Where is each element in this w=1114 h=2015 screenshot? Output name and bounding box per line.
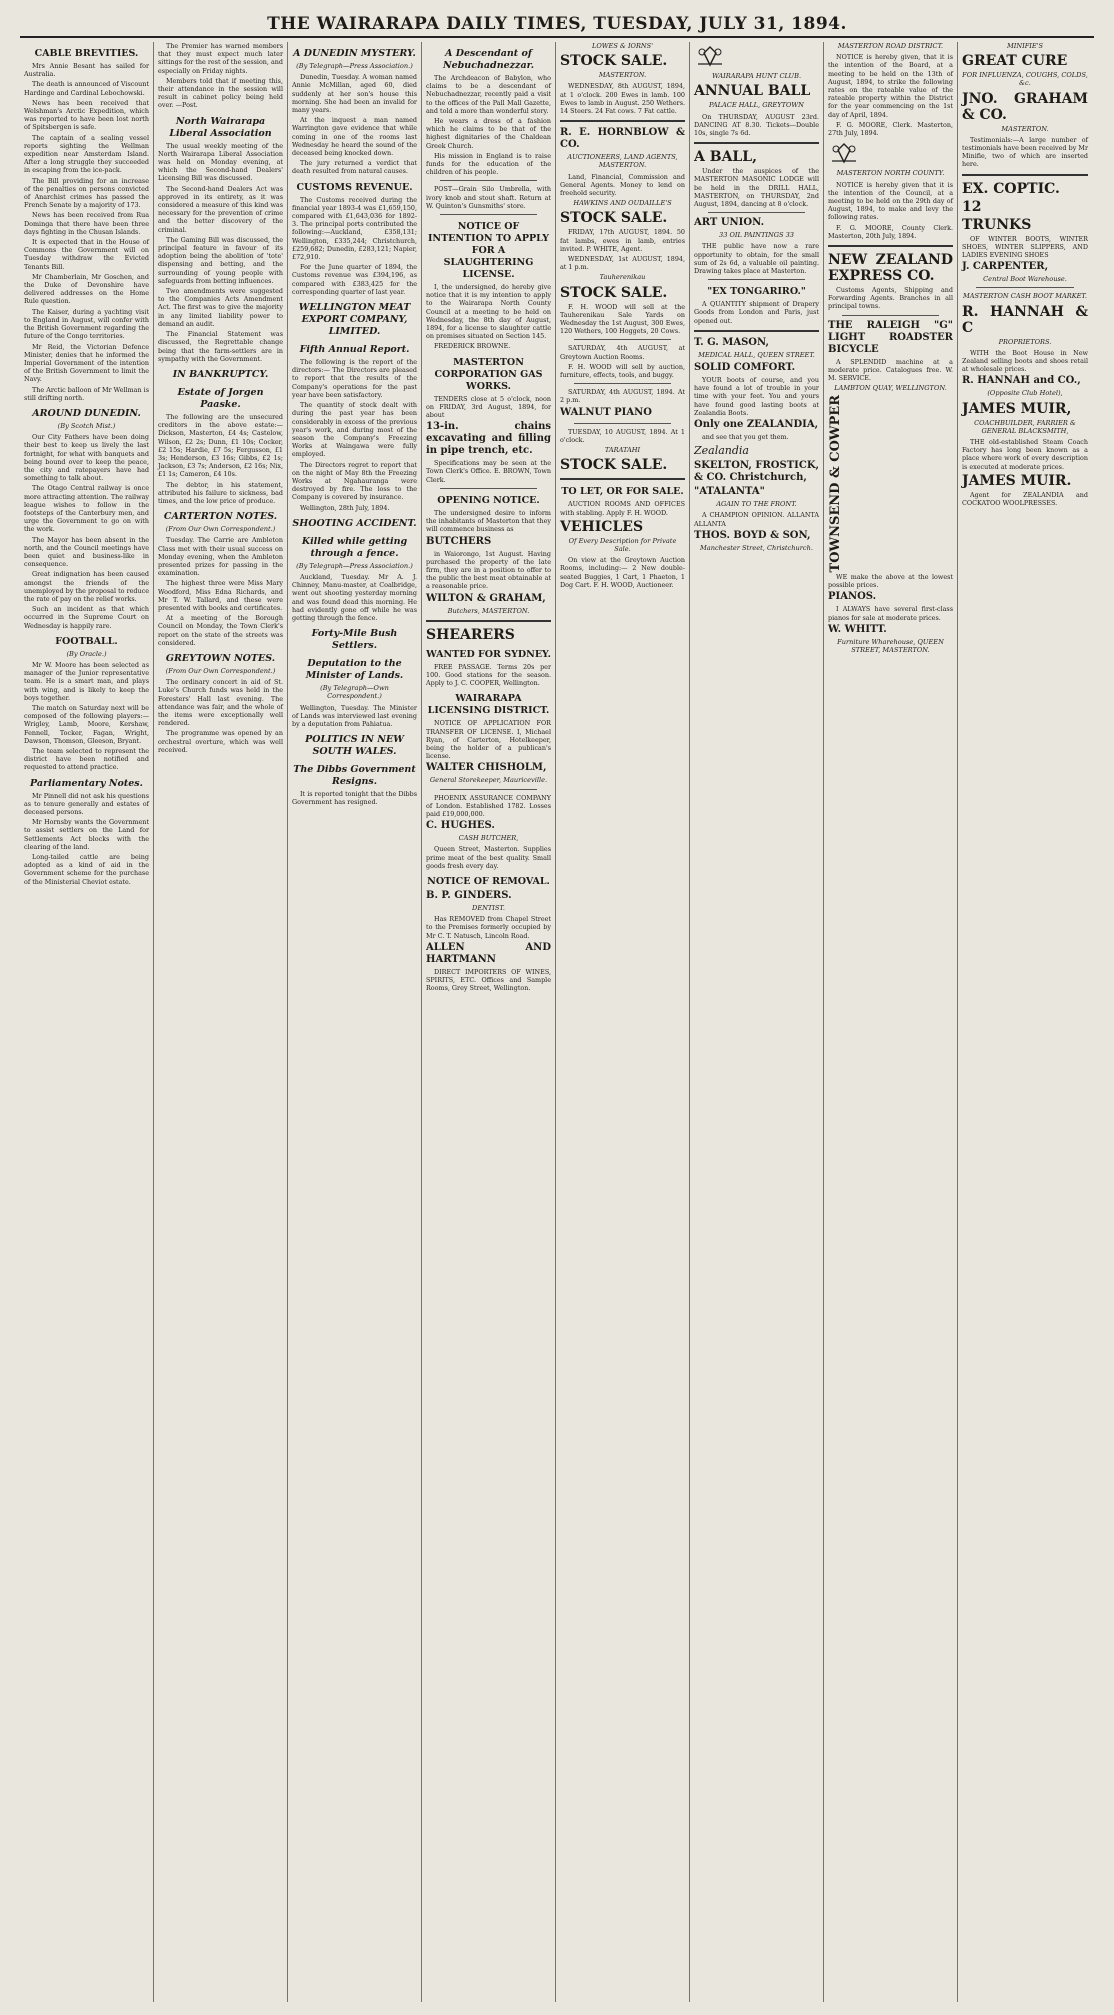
column-5 (556, 42, 690, 2002)
advert-title: NEW ZEALAND EXPRESS CO. (828, 252, 953, 285)
column-heading: POLITICS IN NEW SOUTH WALES. (305, 734, 404, 758)
advert-line: BUTCHERS (426, 535, 492, 547)
paragraph: The ordinary concert in aid of St. Luke's Church funds was held in the Foresters' Hall last evening. The attendance was fair, and the whole of the items were exceptionally well rendered. (158, 678, 283, 728)
column-heading: Fifth Annual Report. (299, 344, 410, 356)
paragraph: TUESDAY, 10 AUGUST, 1894. At 1 o'clock. (560, 427, 685, 444)
column-2 (154, 42, 288, 2002)
paragraph: Two amendments were suggested to the Companies Acts Amendment Act. The first was to give the majority in any limited liability power to demand an audit. (158, 287, 283, 328)
column-heading: OPENING NOTICE. (437, 494, 540, 506)
column-heading: Killed while getting through a fence. (301, 535, 408, 559)
advert-title: R. HANNAH & C (962, 303, 1088, 336)
divider (574, 423, 671, 424)
advert-title: VEHICLES (560, 518, 644, 535)
paragraph: I ALWAYS have several first-class pianos for sale at moderate prices. (828, 605, 953, 622)
advert-line: SOLID COMFORT. (694, 362, 796, 374)
paragraph: Long-tailed cattle are being adopted as a kind of aid in the Government scheme for the purchase of the Ministerial Cheviot estate. (24, 853, 149, 886)
paragraph: and see that you get them. (702, 433, 789, 442)
column-heading: Forty-Mile Bush Settlers. (311, 628, 398, 652)
paragraph: DIRECT IMPORTERS OF WINES, SPIRITS, ETC. Offices and Sample Rooms, Grey Street, Wellington. (426, 967, 551, 993)
paragraph: The following is the report of the directors:— The Directors are pleased to report that the results of the Company's operations for the past year have been satisfactory. (292, 358, 417, 399)
masthead-rule (20, 36, 1094, 38)
divider (440, 180, 537, 181)
column-heading: Estate of Jorgen Paaske. (177, 386, 264, 410)
paragraph: Such an incident as that which occurred in the Supreme Court on Wednesday is happily rare. (24, 605, 149, 630)
paragraph: The death is announced of Viscount Hardinge and Cardinal Lebochowski. (24, 80, 149, 97)
advert-line: J. CARPENTER, (962, 261, 1049, 273)
divider (828, 245, 953, 247)
paragraph: On view at the Greytown Auction Rooms, including:— 2 New double-seated Buggies, 1 Cart, 1 Phaeton, 1 Dog Cart. F. H. WOOD, Auctioneer. (560, 556, 685, 589)
paragraph: Customs Agents, Shipping and Forwarding Agents. Branches in all principal towns. (828, 286, 953, 311)
paragraph: I, the undersigned, do hereby give notice that it is my intention to apply to the Wairarapa North County Council at a meeting to be held on Wednesday, the 8th day of August, 1894, for a license to slaughter cattle on premises situated on Section 145. (426, 283, 551, 341)
subheading: Of Every Description for Private Sale. (568, 536, 677, 553)
subheading: MINIFIE'S (1006, 42, 1044, 50)
subheading: DENTIST. (472, 903, 505, 912)
subheading: (By Scotch Mist.) (57, 421, 116, 430)
advert-line: R. E. HORNBLOW & CO. (560, 127, 685, 151)
paragraph: Mr Pinnell did not ask his questions as to tenure generally and estates of deceased persons. (24, 791, 149, 817)
paragraph: The Directors regret to report that on the night of May 8th the Freezing Works at Ngahauranga were destroyed by fire. The loss to the Company is covered by insurance. (292, 460, 417, 502)
advert-title: JNO. GRAHAM & CO. (962, 90, 1088, 123)
divider (708, 212, 805, 213)
paragraph: The Otago Central railway is once more attracting attention. The railway league wishes to follow in the footsteps of the Canterbury men, and urge the Government to go on with the work. (24, 484, 149, 534)
advert-title: 12 (962, 198, 982, 215)
paragraph: Wellington, 28th July, 1894. (300, 503, 390, 512)
paragraph: Mr W. Moore has been selected as manager of the Junior representative team. He is a smart man, and plays with wing, and is likely to keep the boys together. (24, 661, 149, 702)
subheading: General Storekeeper, Mauriceville. (429, 776, 548, 785)
advert-title: STOCK SALE. (560, 457, 668, 474)
advert-title: STOCK SALE. (560, 210, 668, 227)
paragraph: F. G. MOORE, County Clerk. Masterton, 20th July, 1894. (828, 223, 953, 240)
advert-line: WALTER CHISHOLM, (426, 762, 547, 774)
column-heading: CARTERTON NOTES. (163, 511, 278, 523)
advert-title: ANNUAL BALL (694, 83, 811, 100)
subheading: PROPRIETORS. (998, 337, 1052, 346)
paragraph: At the inquest a man named Warrington gave evidence that while coming in one of the rooms last Wednesday he heard the sound of the deceased being knocked down. (292, 116, 417, 158)
paragraph: SATURDAY, 4th AUGUST, 1894. At 2 p.m. (560, 388, 685, 405)
advert-title: EX. COPTIC. (962, 180, 1060, 197)
column-6 (690, 42, 824, 2002)
advert-line: R. HANNAH and CO., (962, 375, 1081, 387)
paragraph: FRIDAY, 17th AUGUST, 1894. 50 fat lambs, ewes in lamb, entries invited. P. WHITE, Agent. (560, 228, 685, 253)
paragraph: Great indignation has been caused amongst the friends of the unemployed by the proposal to reduce the rate of pay on the relief works. (24, 570, 149, 603)
paragraph: The highest three were Miss Mary Woodford, Miss Edna Richards, and Mr T. W. Tallard, and these were presented with books and certificates. (158, 579, 283, 612)
column-heading: CABLE BREVITIES. (34, 48, 139, 59)
paragraph: Under the auspices of the MASTERTON MASONIC LODGE will be held in the DRILL HALL, MASTERTON, on THURSDAY, 2nd August, 1894, dancing at 8 o'clock. (694, 167, 819, 209)
paragraph: OF WINTER BOOTS, WINTER SHOES, WINTER SLIPPERS, AND LADIES EVENING SHOES (962, 234, 1088, 260)
paragraph: NOTICE is hereby given, that it is the intention of the Board, at a meeting to be held on the 13th of August, 1894, to strike the following rates on the rateable value of the rateable property within the District for the year commencing on the 1st day of April, 1894. (828, 53, 953, 119)
divider (440, 488, 537, 489)
paragraph: Has REMOVED from Chapel Street to the Premises formerly occupied by Mr C. T. Natusch, Lincoln Road. (426, 915, 551, 940)
divider (962, 174, 1088, 176)
subheading: MASTERTON. (598, 71, 647, 80)
divider (574, 383, 671, 384)
advert-line: WILTON & GRAHAM, (426, 592, 546, 604)
paragraph: The Kaiser, during a yachting visit to England in August, will confer with the British Government regarding the future of the Congo territories. (24, 307, 149, 341)
paragraph: The Premier has warned members that they must expect much later sittings for the rest of the session, and especially on Friday nights. (158, 42, 283, 75)
advert-title: TRUNKS (962, 216, 1032, 233)
column-heading: Deputation to the Minister of Lands. (305, 658, 404, 682)
paragraph: The Bill providing for an increase of the penalties on persons convicted of Anarchist crimes has passed the French Senate by a majority of 173. (24, 176, 149, 210)
subheading: MASTERTON. (1001, 124, 1049, 133)
paragraph: Testimonials:—A large number of testimonials have been received by Mr Minifie, two of which are inserted here. (962, 135, 1088, 169)
paragraph: The Mayor has been absent in the north, and the Council meetings have been quiet and business-like in consequence. (24, 535, 149, 569)
paragraph: Auckland, Tuesday. Mr A. J. Chinney, Manu-master, at Coalbridge, went out shooting yesterday morning and was found dead this morning. He had evidently gone off while he was getting through the fence. (292, 572, 417, 622)
paragraph: WITH the Boot House in New Zealand selling boots and shoes retail at wholesale prices. (962, 348, 1088, 374)
divider (426, 620, 551, 622)
column-heading: IN BANKRUPTCY. (172, 368, 269, 380)
paragraph: A CHAMPION OPINION. ALLANTA ALLANTA (694, 511, 819, 528)
column-heading: WELLINGTON MEAT EXPORT COMPANY, LIMITED. (298, 302, 411, 338)
advert-line: PIANOS. (828, 591, 877, 603)
paragraph: He wears a dress of a fashion which he claims to be that of the highest dignitaries of the Chaldean Greek Church. (426, 117, 551, 150)
paragraph: FREE PASSAGE. Terms 20s per 100. Good stations for the season. Apply to J. C. COOPER, Wellington. (426, 662, 551, 688)
paragraph: The match on Saturday next will be composed of the following players:—Wrigley, Lamb, Moore, Kershaw, Fennell, Tocker, Fagan, Wright, Dawson, Thomson, Gleeson, Bryant. (24, 704, 149, 745)
subheading: (From Our Own Correspondent.) (165, 666, 276, 675)
divider (440, 214, 537, 215)
subheading: (By Telegraph—Own Correspondent.) (320, 684, 389, 701)
advert-title: STOCK SALE. (560, 53, 668, 70)
paragraph: SATURDAY, 4th AUGUST, at Greytown Auction Rooms. (560, 344, 685, 361)
paragraph: The debtor, in his statement, attributed his failure to sickness, bad times, and the low price of produce. (158, 480, 283, 505)
paragraph: The quantity of stock dealt with during the past year has been considerably in excess of the previous year's work, and during most of the season the Company's Freezing Works at Waingawa were fully employed. (292, 401, 417, 459)
subheading: Furniture Wharehouse, QUEEN STREET, MASTERTON. (837, 637, 944, 654)
paragraph: For the June quarter of 1894, the Customs revenue was £394,196, as compared with £383,425 for the corresponding quarter of last year. (292, 263, 417, 296)
subheading: PALACE HALL, GREYTOWN (709, 101, 804, 110)
paragraph: The usual weekly meeting of the North Wairarapa Liberal Association was held on Monday evening, at which the Second-hand Dealers' Licensing Bill was discussed. (158, 141, 283, 183)
paragraph: A QUANTITY shipment of Drapery Goods from London and Paris, just opened out. (694, 300, 819, 325)
subheading: (From Our Own Correspondent.) (165, 525, 276, 534)
column-heading: "EX TONGARIRO." (707, 286, 806, 298)
subheading: Butchers, MASTERTON. (447, 606, 530, 615)
vertical-advert-text: TOWNSEND & COWPER (828, 395, 843, 573)
paragraph: TENDERS close at 5 o'clock, noon on FRIDAY, 3rd August, 1894, for about (426, 394, 551, 420)
paragraph: Our City Fathers have been doing their best to keep us lively the last fortnight, for what with banquets and being bound over to keep the peace, the city and ratepayers have had something to talk about. (24, 433, 149, 483)
column-heading: NOTICE OF REMOVAL. (427, 875, 550, 887)
advert-title: A BALL, (694, 149, 757, 166)
paragraph: POST—Grain Silo Umbrella, with ivory knob and stout shaft. Return at W. Quinton's Gunsmiths' store. (426, 185, 551, 210)
paragraph: The Gaming Bill was discussed, the principal feature in favour of its adoption being the abolition of 'tote' dispensing and betting, and the surrounding of young people with safeguards from betting influences. (158, 235, 283, 285)
subheading: (By Telegraph—Press Association.) (296, 62, 413, 70)
subheading: MASTERTON CASH BOOT MARKET. (963, 292, 1087, 301)
advert-line: T. G. MASON, (694, 336, 770, 348)
paragraph: News has been received that Welshman's Arctic Expedition, which was reported to have been lost north of Spitsbergen is safe. (24, 98, 149, 132)
paragraph: Members told that if meeting this, their attendance in the session will result in cabinet policy being held over. —Post. (158, 76, 283, 110)
column-heading: WANTED FOR SYDNEY. (426, 648, 551, 660)
subheading: CASH BUTCHER, (458, 834, 519, 843)
column-heading: GREYTOWN NOTES. (165, 652, 276, 664)
advert-line: C. HUGHES. (426, 820, 495, 832)
column-heading: MASTERTON CORPORATION GAS WORKS. (434, 356, 543, 392)
column-heading: TO LET, OR FOR SALE. (561, 486, 684, 498)
paragraph: The following are the unsecured creditors in the above estate:— Dickson, Masterton, £4 4s; Castelow, Wilson, £2 2s; Dunn, £1 10s; Cocker, £2 15s; Hardie, £7 5s; Fergusson, £1 3s; Henderson, £3 16s; Gibbs, £2 1s; Jackson, £3 7s; Anderson, £2 16s; Nix, £1 1s; Cameron, £4 10s. (158, 412, 283, 479)
divider (574, 339, 671, 340)
paragraph: Specifications may be seen at the Town Clerk's Office. E. BROWN, Town Clerk. (426, 459, 551, 484)
paragraph: THE old-established Steam Coach Factory has long been known as a place where work of every description is executed at moderate prices. (962, 438, 1088, 471)
paragraph: News has been received from Rua Dominga that there have been three days fighting in the Chusan Islands. (24, 211, 149, 236)
paragraph: WEDNESDAY, 1st AUGUST, 1894, at 1 p.m. (560, 255, 685, 272)
paragraph: The team selected to represent the district have been notified and requested to attend practice. (24, 747, 149, 772)
advert-title: GREAT CURE (962, 53, 1068, 70)
subheading: Manchester Street, Christchurch. (700, 543, 813, 552)
paragraph: On THURSDAY, AUGUST 23rd. DANCING AT 8.30. Tickets—Double 10s, single 7s 6d. (694, 112, 819, 138)
paragraph: Mr Hornsby wants the Government to assist settlers on the Land for Settlements Act blocks with the clearing of the land. (24, 818, 149, 851)
column-1 (20, 42, 154, 2002)
paragraph: AUCTION ROOMS AND OFFICES with stabling. Apply F. H. WOOD. (560, 500, 685, 517)
paragraph: Queen Street, Masterton. Supplies prime meat of the best quality. Small goods fresh every day. (426, 845, 551, 870)
column-heading: Parliamentary Notes. (30, 777, 143, 789)
subheading: 33 OIL PAINTINGS 33 (719, 231, 794, 240)
paragraph: WEDNESDAY, 8th AUGUST, 1894, at 1 o'clock. 200 Ewes in lamb. 100 Ewes to lamb in August. 250 Wethers. 14 Steers. 24 Fat cows. 7 Fat cattle. (560, 82, 685, 116)
divider (976, 287, 1074, 288)
column-heading: North Wairarapa Liberal Association (169, 115, 272, 139)
paragraph: Wellington, Tuesday. The Minister of Lands was interviewed last evening by a deputation from Pahiatua. (292, 703, 417, 728)
subheading: HAWKINS AND OUDAILLE'S (573, 199, 672, 208)
paragraph: The Financial Statement was discussed, the Regrettable change being that the farm-settlers are in sympathy with the Government. (158, 330, 283, 363)
advert-line: SKELTON, FROSTICK, & CO. Christchurch, (694, 460, 819, 484)
column-heading: The Dibbs Government Resigns. (293, 764, 416, 788)
masthead: THE WAIRARAPA DAILY TIMES, TUESDAY, JULY 31, 1894. (267, 14, 847, 34)
advert-title: JAMES MUIR, (962, 400, 1072, 417)
advert-line: THE RALEIGH "G" LIGHT ROADSTER BICYCLE (828, 319, 953, 355)
paragraph: Dunedin, Tuesday. A woman named Annie McMillan, aged 60, died suddenly at her son's house this morning. She had been an invalid for many years. (292, 73, 417, 115)
advert-line: ART UNION. (694, 217, 765, 229)
crest-emblem (694, 44, 726, 68)
column-heading: WAIRARAPA LICENSING DISTRICT. (427, 693, 550, 717)
paragraph: WE make the above at the lowest possible prices. (828, 572, 953, 590)
column-8 (958, 42, 1092, 2002)
advert-title: SHEARERS (426, 626, 515, 643)
column-heading: A DUNEDIN MYSTERY. (293, 48, 416, 59)
paragraph: Mrs Annie Besant has sailed for Australia. (24, 62, 149, 79)
paragraph: It is reported tonight that the Dibbs Government has resigned. (292, 790, 417, 807)
subheading: FOR INFLUENZA, COUGHS, COLDS, &c. (962, 71, 1088, 88)
column-4 (422, 42, 556, 2002)
subheading: MASTERTON ROAD DISTRICT. (837, 42, 944, 50)
subheading: (By Oracle.) (66, 649, 107, 658)
paragraph: Agent for ZEALANDIA and COCKATOO WOOLPRESSES. (962, 490, 1088, 508)
advert-line: "ATALANTA" (694, 486, 765, 498)
advert-line: ALLEN AND HARTMANN (426, 941, 551, 965)
column-heading: CUSTOMS REVENUE. (296, 181, 413, 193)
subheading: Central Boot Warehouse. (983, 275, 1067, 284)
paragraph: A SPLENDID machine at a moderate price. Catalogues free. W. M. SERVICE. (828, 357, 953, 383)
paragraph: YOUR boots of course, and you have found a lot of trouble in your time with your feet. You and yours have found good lasting boots at Zealandia Boots. (694, 376, 819, 417)
subheading: WAIRARAPA HUNT CLUB. (711, 72, 802, 81)
paragraph: FREDERICK BROWNE. (434, 342, 511, 351)
advert-title: STOCK SALE. (560, 284, 668, 301)
divider (708, 279, 805, 280)
subheading: Tauherenikau (599, 273, 646, 282)
column-3 (288, 42, 422, 2002)
divider (440, 789, 537, 790)
subheading: MEDICAL HALL, QUEEN STREET. (698, 350, 815, 359)
paragraph: PHOENIX ASSURANCE COMPANY of London. Established 1782. Losses paid £19,000,000. (426, 793, 551, 818)
advert-line: Only one ZEALANDIA, (694, 419, 819, 431)
advert-title: JAMES MUIR. (962, 472, 1072, 489)
subheading: COACHBUILDER, FARRIER & GENERAL BLACKSMITH, (974, 418, 1076, 435)
divider (694, 142, 819, 144)
column-heading: SHOOTING ACCIDENT. (292, 517, 417, 529)
paragraph: His mission in England is to raise funds for the education of the children of his people. (426, 151, 551, 177)
subheading: LAMBTON QUAY, WELLINGTON. (834, 384, 947, 393)
subheading: (By Telegraph—Press Association.) (296, 561, 413, 570)
column-container (20, 42, 1094, 2002)
subheading: TARATAHI (604, 446, 641, 455)
advert-line: W. WHITT. (828, 623, 887, 635)
paragraph: Land, Financial, Commission and General Agents. Money to lend on freehold security. (560, 172, 685, 198)
advert-line: THOS. BOYD & SON, (694, 529, 811, 541)
paragraph: The jury returned a verdict that death resulted from natural causes. (292, 159, 417, 176)
paragraph: The captain of a sealing vessel reports sighting the Wellman expedition near Amsterdam Island. After a long struggle they succeeded in escaping from the ice-pack. (24, 133, 149, 175)
divider (560, 120, 685, 122)
paragraph: The programme was opened by an orchestral overture, which was well received. (158, 729, 283, 754)
paragraph: The Second-hand Dealers Act was approved in its entirety, as it was considered a measure of this kind was necessary for the prevention of crime and the better discovery of the criminal. (158, 184, 283, 234)
paragraph: NOTICE OF APPLICATION FOR TRANSFER OF LICENSE. I, Michael Ryan, of Carterton, Hotelkeeper, being the holder of a publican's license. (426, 719, 551, 761)
paragraph: The undersigned desire to inform the inhabitants of Masterton that they will commence business as (426, 508, 551, 534)
paragraph: The Archdeacon of Babylon, who claims to be a descendant of Nebuchadnezzar, recently paid a visit to the offices of the Pall Mall Gazette, and told a more than wonderful story. (426, 74, 551, 115)
subheading: LOWES & IORNS' (591, 42, 654, 50)
advert-line: B. P. GINDERS. (426, 889, 512, 901)
subheading: AUCTIONEERS, LAND AGENTS, MASTERTON. (567, 153, 678, 170)
paragraph: Tuesday. The Carrie are Ambleton Class met with their usual success on Monday evening, when the Ambleton presented prizes for passing in the examination. (158, 536, 283, 578)
paragraph: It is expected that in the House of Commons the Government will on Tuesday withdraw the Evicted Tenants Bill. (24, 238, 149, 271)
paragraph: The Arctic balloon of Mr Wellman is still drifting north. (24, 385, 149, 402)
divider (694, 330, 819, 332)
paragraph: NOTICE is hereby given that it is the intention of the Council, at a meeting to be held on the 29th day of August, 1894, to make and levy the following rates. (828, 180, 953, 222)
paragraph: Mr Chamberlain, Mr Goschen, and the Duke of Devonshire have delivered addresses on the Home Rule question. (24, 272, 149, 306)
column-heading: AROUND DUNEDIN. (32, 407, 141, 419)
paragraph: in Waiorongo, 1st August. Having purchased the property of the late firm, they are in a position to offer to the public the best meat obtainable at a reasonable price. (426, 549, 551, 591)
column-heading: NOTICE OF INTENTION TO APPLY FOR A SLAUGHTERING LICENSE. (427, 221, 550, 281)
subheading: MASTERTON NORTH COUNTY. (836, 169, 945, 178)
column-7 (824, 42, 958, 2002)
column-heading: A Descendant of Nebuchadnezzar. (442, 48, 535, 71)
paragraph: Mr Reid, the Victorian Defence Minister, denies that he informed the Imperial Government of the intention of the British Government to limit the Navy. (24, 342, 149, 384)
crest-emblem (828, 141, 860, 165)
paragraph: The Customs received during the financial year 1893-4 was £1,659,150, compared with £1,643,036 for 1892-3. The principal ports contributed the following:—Auckland, £358,131; Wellington, £335,244; Christchurch, £259,682; Dunedin, £283,121; Napier, £72,910. (292, 195, 417, 262)
paragraph: F. H. WOOD will sell at the Tauherenikau Sale Yards on Wednesday the 1st August, 300 Ewes, 120 Wethers, 100 Hoggets, 20 Cows. (560, 302, 685, 336)
divider (842, 315, 939, 316)
subheading: AGAIN TO THE FRONT. (716, 500, 797, 509)
paragraph: THE public have now a rare opportunity to obtain, for the small sum of 2s 6d, a valuable oil painting. Drawing takes place at Masterton. (694, 242, 819, 276)
advert-script: Zealandia (694, 444, 749, 458)
paragraph: F. H. WOOD will sell by auction, furniture, effects, tools, and buggy. (560, 362, 685, 380)
advert-line: WALNUT PIANO (560, 406, 652, 418)
paragraph: At a meeting of the Borough Council on Monday, the Town Clerk's report on the state of the streets was considered. (158, 614, 283, 647)
subheading: (Opposite Club Hotel), (987, 389, 1063, 398)
paragraph: F. G. MOORE, Clerk. Masterton, 27th July, 1894. (828, 120, 953, 138)
divider (560, 478, 685, 480)
column-heading: FOOTBALL. (55, 635, 118, 647)
advert-line: 13-in. chains excavating and filling in pipe trench, etc. (426, 421, 551, 457)
